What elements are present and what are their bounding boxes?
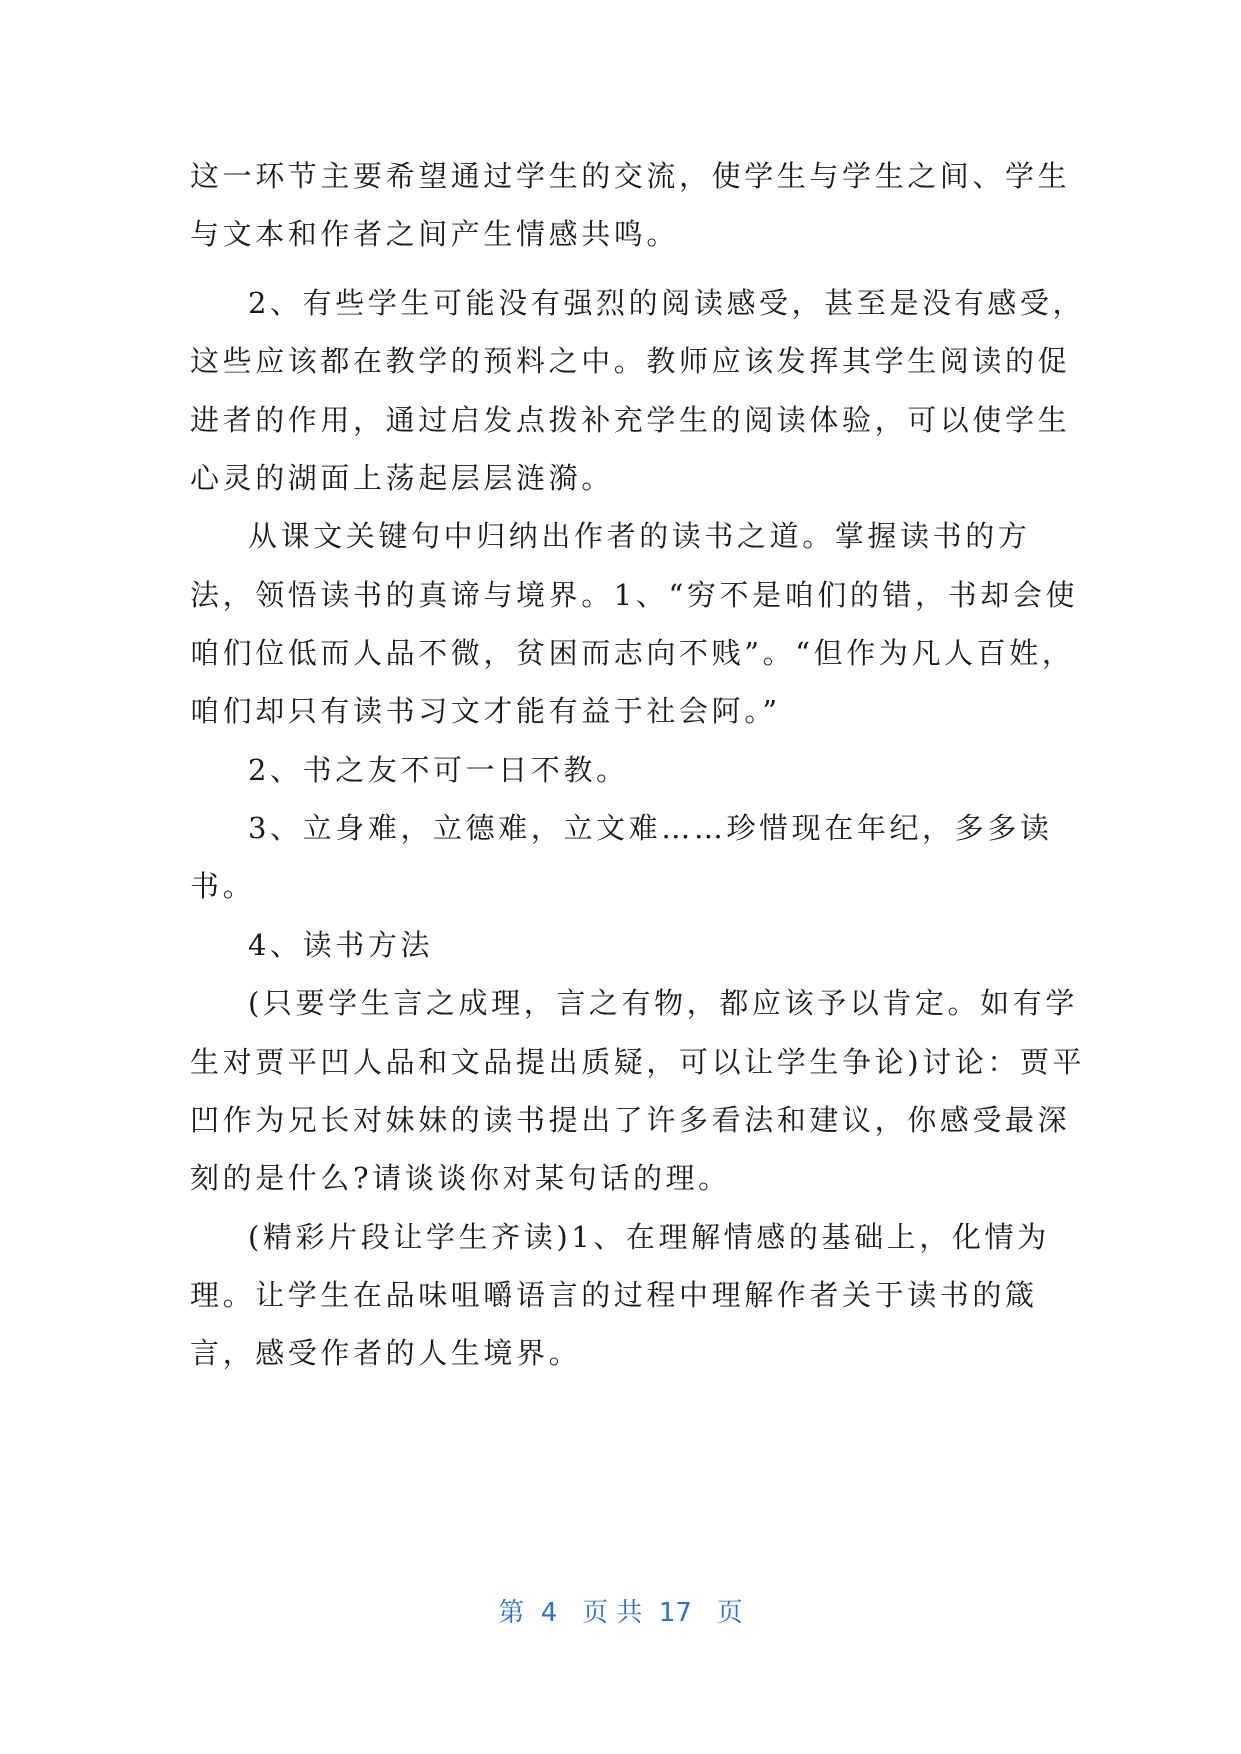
text-line: 这些应该都在教学的预料之中。教师应该发挥其学生阅读的促 [190,344,1071,378]
text-line: (精彩片段让学生齐读)1、在理解情感的基础上，化情为 [248,1220,1050,1254]
text-line: 4、读书方法 [248,928,434,962]
text-line: 从课文关键句中归纳出作者的读书之道。掌握读书的方 [248,519,1031,553]
text-line: 凹作为兄长对妹妹的读书提出了许多看法和建议，你感受最深 [190,1103,1071,1137]
text-line: 这一环节主要希望通过学生的交流，使学生与学生之间、学生 [190,159,1071,193]
text-line: 与文本和作者之间产生情感共鸣。 [190,217,680,251]
text-line: (只要学生言之成理，言之有物，都应该予以肯定。如有学 [248,986,1078,1020]
page-number-footer: 第 4 页 共 17 页 [498,1598,743,1628]
text-line: 刻的是什么?请谈谈你对某句话的理。 [190,1161,731,1195]
text-line: 法，领悟读书的真谛与境界。1、“穷不是咱们的错，书却会使 [190,578,1079,612]
text-line: 书。 [190,869,256,903]
text-line: 咱们却只有读书习文才能有益于社会阿。” [190,694,781,728]
text-line: 理。让学生在品味咀嚼语言的过程中理解作者关于读书的箴 [190,1278,1038,1312]
text-line: 心灵的湖面上荡起层层涟漪。 [190,461,614,495]
text-line: 2、有些学生可能没有强烈的阅读感受，甚至是没有感受， [248,286,1086,320]
text-line: 3、立身难，立德难，立文难……珍惜现在年纪，多多读 [248,811,1053,845]
text-line: 2、书之友不可一日不教。 [248,753,629,787]
text-line: 生对贾平凹人品和文品提出质疑，可以让学生争论)讨论：贾平 [190,1045,1086,1079]
text-line: 言，感受作者的人生境界。 [190,1336,582,1370]
text-line: 进者的作用，通过启发点拨补充学生的阅读体验，可以使学生 [190,403,1071,437]
text-line: 咱们位低而人品不微，贫困而志向不贱”。“但作为凡人百姓， [190,636,1075,670]
